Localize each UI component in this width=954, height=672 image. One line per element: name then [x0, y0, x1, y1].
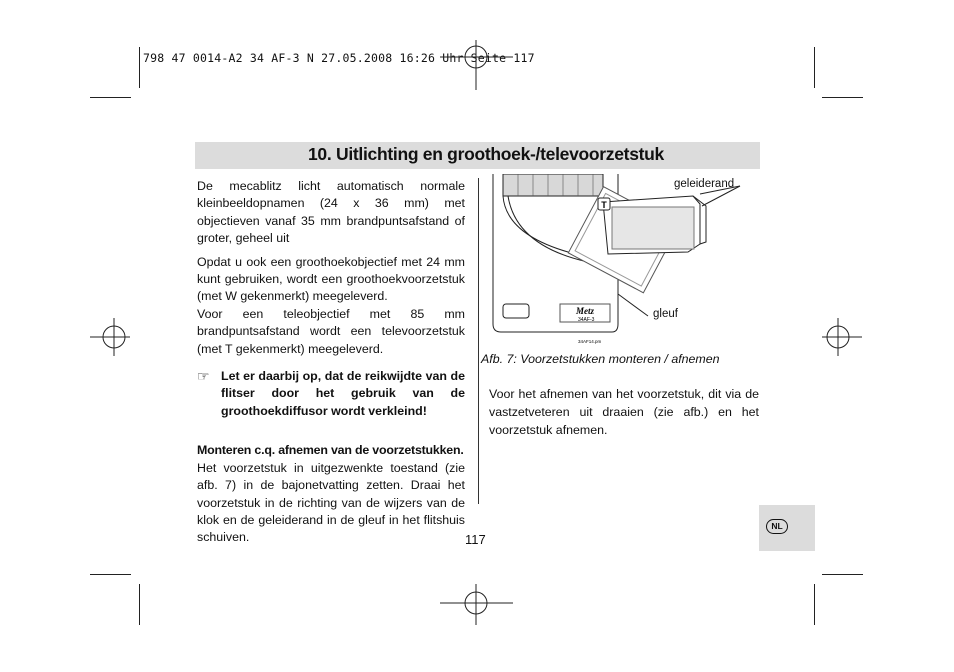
warning-note-text: Let er daarbij op, dat de reikwijdte van de flitser door het gebruik van de groothoekdiffusor wordt verkleind! — [221, 369, 465, 418]
section-title: 10. Uitlichting en groothoek-/televoorzetstuk — [308, 144, 664, 164]
wide-angle-paragraph: Opdat u ook een groothoekobjectief met 24 mm kunt gebruiken, wordt een groothoekvoorzetstuk (met W gekenmerkt) meegeleverd. — [197, 254, 465, 304]
right-column — [489, 385, 759, 439]
intro-paragraph: De mecablitz licht automatisch normale kleinbeeldopnamen (24 x 36 mm) met objectieven vanaf 35 mm brandpuntsafstand of groter, geheel uit — [197, 179, 465, 246]
section-title-bar — [195, 142, 760, 169]
page-number: 117 — [465, 532, 486, 547]
pointing-hand-icon: ☞ — [197, 368, 210, 385]
brand-logo: Metz — [576, 306, 594, 316]
marker-letter: T — [601, 200, 607, 210]
mounting-paragraph: Het voorzetstuk in uitgezwenkte toestand (zie afb. 7) in de bajonetvatting zetten. Draai het voorzetstuk in de richting van de wijzers van de klok en de geleiderand in de gleuf in het flitshuis schuiven. — [197, 460, 465, 545]
removal-paragraph: Voor het afnemen van het voorzetstuk, dit via de vastzetveteren uit draaien (zie afb.) en het voorzetstuk afnemen. — [489, 387, 759, 437]
file-reference: 34AF14.pm — [578, 339, 602, 344]
tele-paragraph: Voor een teleobjectief met 85 mm brandpuntsafstand wordt een televoorzetstuk (met T gekenmerkt) meegeleverd. — [197, 306, 465, 356]
flash-figure — [488, 174, 748, 346]
label-slot: gleuf — [653, 308, 678, 320]
language-tab — [759, 505, 815, 551]
left-column — [197, 178, 465, 547]
model-text: 34AF-3 — [578, 317, 595, 323]
label-guide-edge: geleiderand — [674, 178, 735, 190]
warning-note — [197, 368, 465, 420]
print-header: 798 47 0014-A2 34 AF-3 N 27.05.2008 16:26 Uhr Seite 117 — [143, 51, 535, 65]
mounting-subheading: Monteren c.q. afnemen van de voorzetstukken. — [197, 443, 464, 458]
language-badge: NL — [766, 519, 788, 534]
column-divider — [478, 178, 479, 504]
figure-caption: Afb. 7: Voorzetstukken monteren / afnemen — [481, 352, 720, 366]
